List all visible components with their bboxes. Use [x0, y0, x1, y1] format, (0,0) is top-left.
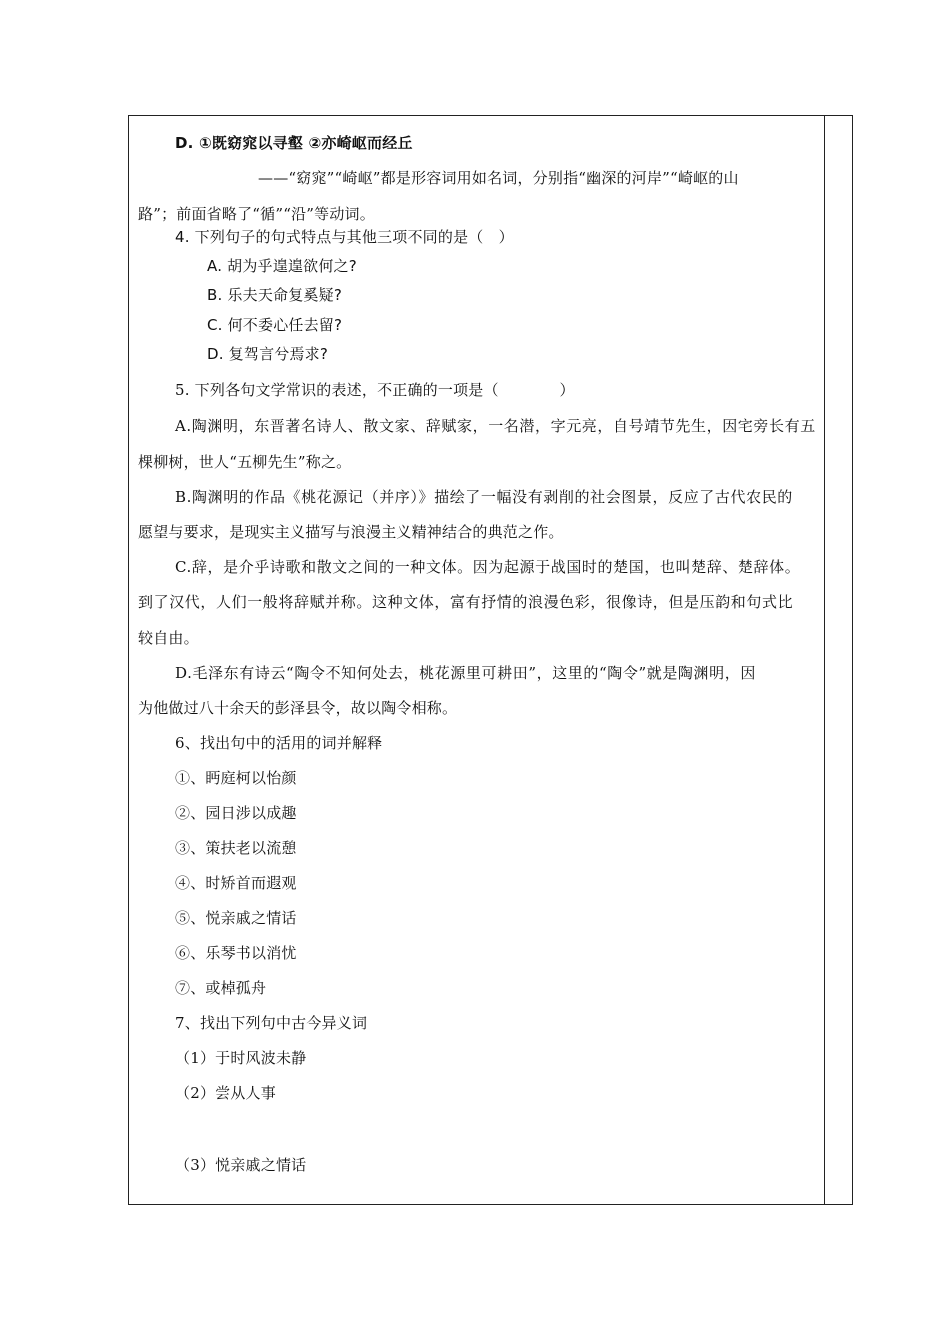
q5-option-c-line-2: 到了汉代，人们一般将辞赋并称。这种文体，富有抒情的浪漫色彩，很像诗，但是压韵和句式比 [138, 593, 794, 611]
explanation-line-2: 路”；前面省略了“循”“沿”等动词。 [138, 205, 375, 223]
q6-item-6: ⑥、乐琴书以消忧 [175, 944, 297, 962]
q5-option-d-line-2: 为他做过八十余天的彭泽县令，故以陶令相称。 [138, 699, 458, 717]
q5-option-a-line-1: A.陶渊明，东晋著名诗人、散文家、辞赋家，一名潜，字元亮，自号靖节先生，因宅旁长有五 [175, 417, 816, 435]
q6-item-2: ②、园日涉以成趣 [175, 804, 297, 822]
q5-option-d-line-1: D.毛泽东有诗云“陶令不知何处去，桃花源里可耕田”，这里的“陶令”就是陶渊明，因 [175, 664, 756, 682]
q5-option-c-line-1: C.辞，是介乎诗歌和散文之间的一种文体。因为起源于战国时的楚国，也叫楚辞、楚辞体。 [175, 558, 801, 576]
q5-option-b-line-2: 愿望与要求，是现实主义描写与浪漫主义精神结合的典范之作。 [138, 523, 564, 541]
q4-option-d: D. 复驾言兮焉求? [207, 345, 329, 363]
q4-option-b: B. 乐夫天命复奚疑? [207, 286, 342, 304]
question-4: 4. 下列句子的句式特点与其他三项不同的是（ ） [175, 228, 514, 246]
explanation-line-1: ——“窈窕”“崎岖”都是形容词用如名词，分别指“幽深的河岸”“崎岖的山 [258, 169, 739, 187]
worksheet-table [128, 115, 853, 1205]
option-d-line: D. ①既窈窕以寻壑 ②亦崎岖而经丘 [175, 134, 413, 152]
q6-item-5: ⑤、悦亲戚之情话 [175, 909, 297, 927]
q5-option-c-line-3: 较自由。 [138, 629, 199, 647]
q6-item-4: ④、时矫首而遐观 [175, 874, 297, 892]
q6-item-7: ⑦、或棹孤舟 [175, 979, 267, 997]
question-6: 6、找出句中的活用的词并解释 [175, 734, 383, 752]
q5-option-a-line-2: 棵柳树，世人“五柳先生”称之。 [138, 453, 352, 471]
q4-option-a: A. 胡为乎遑遑欲何之? [207, 257, 357, 275]
q6-item-3: ③、策扶老以流憩 [175, 839, 297, 857]
q7-item-2: （2）尝从人事 [175, 1084, 276, 1102]
table-column-divider [824, 115, 825, 1205]
q4-option-c: C. 何不委心任去留? [207, 316, 343, 334]
q5-option-b-line-1: B.陶渊明的作品《桃花源记（并序）》描绘了一幅没有剥削的社会图景，反应了古代农民的 [175, 488, 793, 506]
question-7: 7、找出下列句中古今异义词 [175, 1014, 368, 1032]
q7-item-3: （3）悦亲戚之情话 [175, 1156, 307, 1174]
q6-item-1: ①、眄庭柯以怡颜 [175, 769, 297, 787]
q7-item-1: （1）于时风波未静 [175, 1049, 307, 1067]
question-5: 5. 下列各句文学常识的表述，不正确的一项是（ ） [175, 381, 575, 399]
